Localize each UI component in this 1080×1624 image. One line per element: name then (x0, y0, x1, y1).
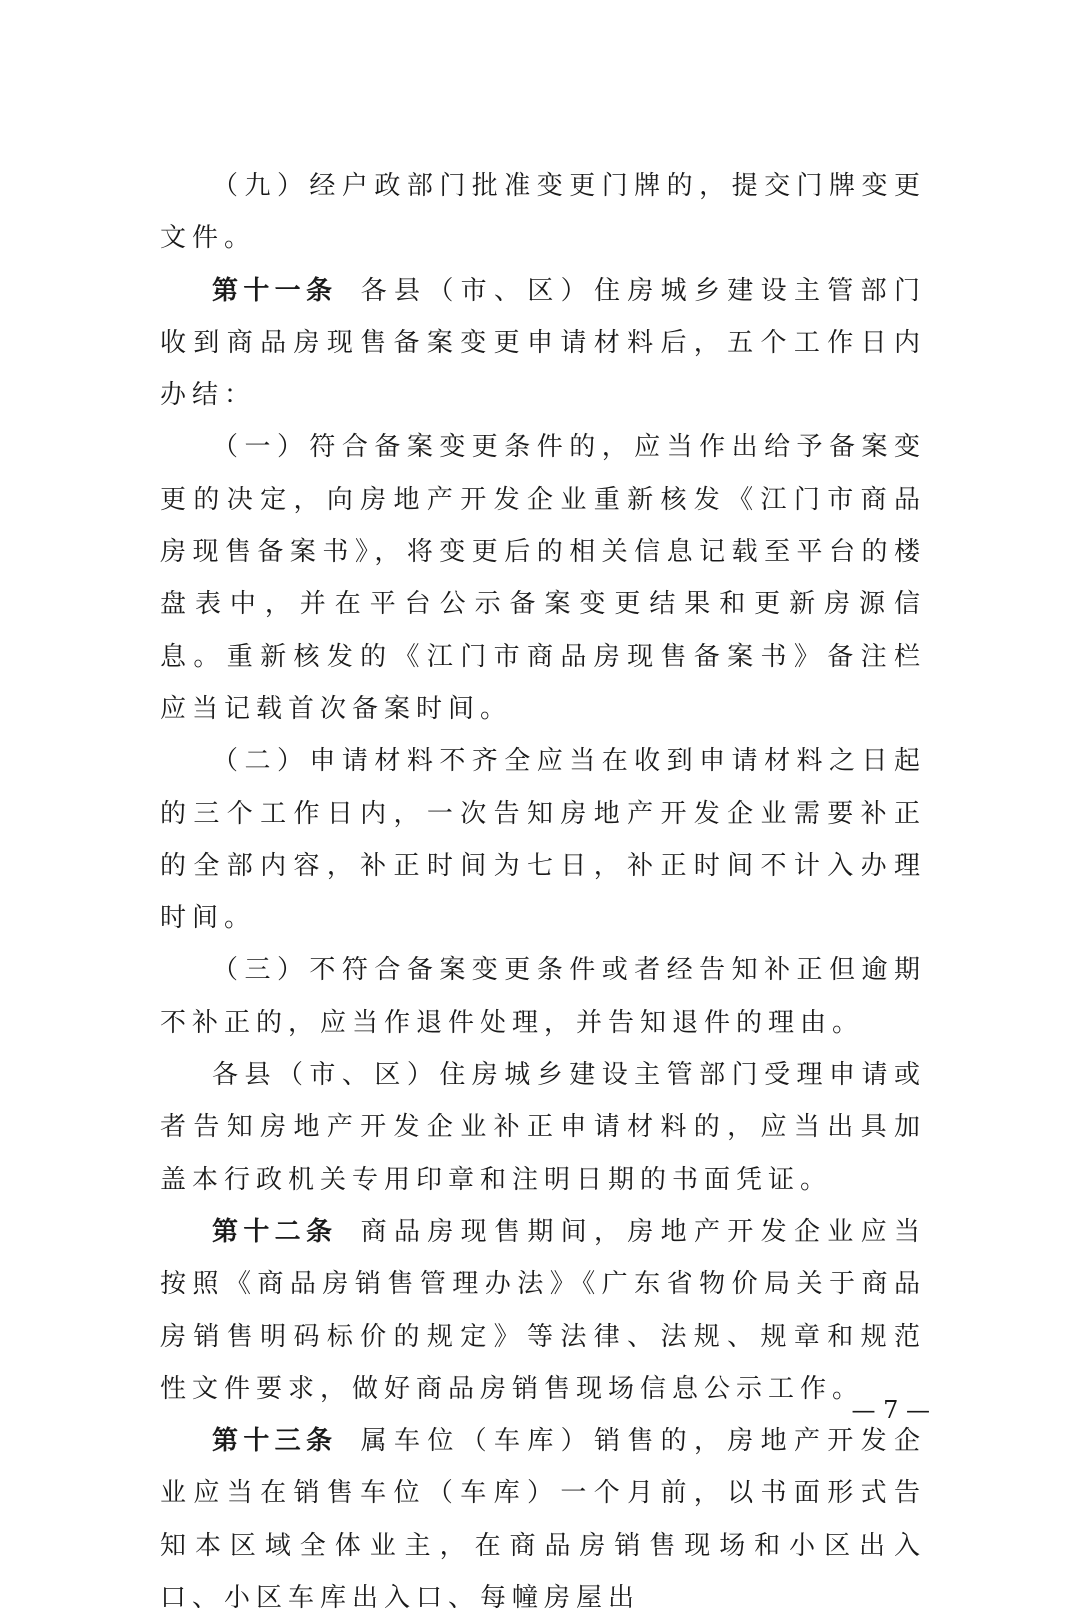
paragraph-text: （二）申请材料不齐全应当在收到申请材料之日起的三个工作日内，一次告知房地产开发企业需要补正的全部内容，补正时间为七日，补正时间不计入办理时间。 (160, 746, 926, 934)
document-body (160, 160, 926, 1624)
paragraph-text: （九）经户政部门批准变更门牌的，提交门牌变更文件。 (160, 171, 926, 254)
article-text: 商品房现售期间，房地产开发企业应当按照《商品房销售管理办法》《广东省物价局关于商品房销售明码标价的规定》等法律、法规、规章和规范性文件要求，做好商品房销售现场信息公示工作。 (160, 1216, 926, 1404)
article-heading: 第十一条 (212, 275, 338, 306)
article-13 (160, 1415, 926, 1624)
article-heading: 第十二条 (212, 1216, 338, 1247)
article-text: 各县（市、区）住房城乡建设主管部门收到商品房现售备案变更申请材料后，五个工作日内办结： (160, 275, 926, 411)
paragraph-text: 各县（市、区）住房城乡建设主管部门受理申请或者告知房地产开发企业补正申请材料的，应当出具加盖本行政机关专用印章和注明日期的书面凭证。 (160, 1060, 926, 1195)
paragraph-item-9 (160, 160, 926, 265)
article-text: 属车位（车库）销售的，房地产开发企业应当在销售车位（车库）一个月前，以书面形式告知本区域全体业主，在商品房销售现场和小区出入口、小区车库出入口、每幢房屋出 (160, 1426, 926, 1614)
article-heading: 第十三条 (212, 1426, 338, 1457)
paragraph-text: （一）符合备案变更条件的，应当作出给予备案变更的决定，向房地产开发企业重新核发《江门市商品房现售备案书》，将变更后的相关信息记载至平台的楼盘表中，并在平台公示备案变更结果和更新房源信息。重新核发的《江门市商品房现售备案书》备注栏应当记载首次备案时间。 (160, 432, 926, 724)
paragraph-text: （三）不符合备案变更条件或者经告知补正但逾期不补正的，应当作退件处理，并告知退件的理由。 (160, 955, 926, 1038)
article-11 (160, 265, 926, 422)
article-12 (160, 1206, 926, 1415)
paragraph-item-3 (160, 944, 926, 1049)
page-number: — 7 — (851, 1396, 930, 1424)
paragraph-item-1 (160, 421, 926, 735)
paragraph-item-2 (160, 735, 926, 944)
paragraph-receipt (160, 1049, 926, 1206)
